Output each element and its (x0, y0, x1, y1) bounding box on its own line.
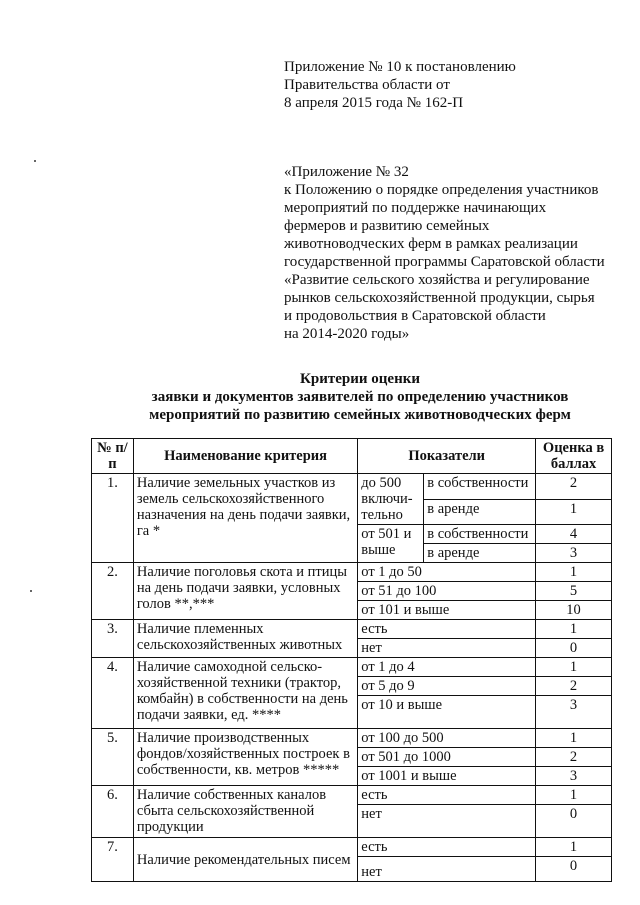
indicator-ownership: в собственности (424, 474, 536, 500)
score: 0 (536, 639, 612, 658)
criterion-name: Наличие поголовья скота и птицы на день подачи заявки, условных голов **,*** (133, 563, 357, 620)
criteria-table (91, 438, 612, 882)
appendix2-line: животноводческих ферм в рамках реализации (284, 236, 578, 252)
header-indicators: Показатели (358, 439, 536, 474)
heading-title: Критерии оценки (300, 371, 420, 387)
indicator-range: до 500 включи-тельно (358, 474, 424, 525)
indicator: нет (358, 639, 536, 658)
row-num: 1. (92, 474, 134, 563)
score: 4 (536, 525, 612, 544)
appendix2-line: мероприятий по поддержке начинающих (284, 200, 547, 216)
indicator-ownership: в аренде (424, 499, 536, 525)
appendix2-line: на 2014-2020 годы» (284, 326, 410, 342)
table-row (92, 563, 612, 582)
appendix2-line: «Развитие сельского хозяйства и регулирование (284, 272, 590, 288)
indicator: от 501 до 1000 (358, 748, 536, 767)
score: 3 (536, 767, 612, 786)
scan-artifact (30, 590, 32, 592)
score: 2 (536, 677, 612, 696)
indicator: есть (358, 838, 536, 857)
score: 10 (536, 601, 612, 620)
appendix2-line: и продовольствия в Саратовской области (284, 308, 546, 324)
indicator: от 1001 и выше (358, 767, 536, 786)
table-row (92, 838, 612, 857)
score: 0 (536, 805, 612, 838)
row-num: 6. (92, 786, 134, 838)
table-row (92, 786, 612, 805)
appendix2-line: государственной программы Саратовской области (284, 254, 605, 270)
indicator: есть (358, 786, 536, 805)
table-row (92, 620, 612, 639)
score: 1 (536, 563, 612, 582)
header-score: Оценка в баллах (536, 439, 612, 474)
appendix2-line: рынков сельскохозяйственной продукции, сырья (284, 290, 595, 306)
score: 5 (536, 582, 612, 601)
appendix2-line: к Положению о порядке определения участников (284, 182, 599, 198)
indicator: от 100 до 500 (358, 729, 536, 748)
criterion-name: Наличие собственных каналов сбыта сельскохозяйственной продукции (133, 786, 357, 838)
indicator: от 51 до 100 (358, 582, 536, 601)
document-heading (80, 370, 640, 424)
criterion-name: Наличие самоходной сельско-хозяйственной техники (трактор, комбайн) в собственности на день подачи заявки, ед. **** (133, 658, 357, 729)
header-name: Наименование критерия (133, 439, 357, 474)
indicator: от 1 до 4 (358, 658, 536, 677)
indicator: от 10 и выше (358, 696, 536, 729)
scan-artifact (34, 160, 36, 162)
row-num: 2. (92, 563, 134, 620)
criterion-name: Наличие рекомендательных писем (133, 838, 357, 882)
indicator-ownership: в аренде (424, 544, 536, 563)
appendix-line: Правительства области от (284, 77, 450, 93)
score: 3 (536, 544, 612, 563)
indicator: от 1 до 50 (358, 563, 536, 582)
indicator: есть (358, 620, 536, 639)
score: 0 (536, 857, 612, 882)
indicator-ownership: в собственности (424, 525, 536, 544)
heading-line: заявки и документов заявителей по определению участников (151, 389, 569, 405)
criterion-name: Наличие земельных участков из земель сельскохозяйственного назначения на день подачи заявки, га * (133, 474, 357, 563)
table-row (92, 474, 612, 500)
appendix-line: 8 апреля 2015 года № 162-П (284, 95, 464, 111)
score: 1 (536, 658, 612, 677)
criterion-name: Наличие производственных фондов/хозяйственных построек в собственности, кв. метров ***** (133, 729, 357, 786)
table-row (92, 729, 612, 748)
score: 3 (536, 696, 612, 729)
indicator: от 5 до 9 (358, 677, 536, 696)
score: 2 (536, 474, 612, 500)
row-num: 5. (92, 729, 134, 786)
appendix2-line: «Приложение № 32 (284, 164, 409, 180)
score: 1 (536, 620, 612, 639)
appendix-note (284, 58, 516, 112)
criterion-name: Наличие племенных сельскохозяйственных животных (133, 620, 357, 658)
header-num: № п/п (92, 439, 134, 474)
row-num: 4. (92, 658, 134, 729)
score: 2 (536, 748, 612, 767)
row-num: 3. (92, 620, 134, 658)
indicator-range: от 501 и выше (358, 525, 424, 563)
score: 1 (536, 786, 612, 805)
indicator: нет (358, 857, 536, 882)
heading-line: мероприятий по развитию семейных животноводческих ферм (149, 407, 571, 423)
row-num: 7. (92, 838, 134, 882)
table-row (92, 658, 612, 677)
indicator: от 101 и выше (358, 601, 536, 620)
appendix-line: Приложение № 10 к постановлению (284, 59, 516, 75)
appendix-32-note (284, 163, 605, 343)
indicator: нет (358, 805, 536, 838)
appendix2-line: фермеров и развитию семейных (284, 218, 490, 234)
score: 1 (536, 838, 612, 857)
score: 1 (536, 729, 612, 748)
score: 1 (536, 499, 612, 525)
table-header-row (92, 439, 612, 474)
